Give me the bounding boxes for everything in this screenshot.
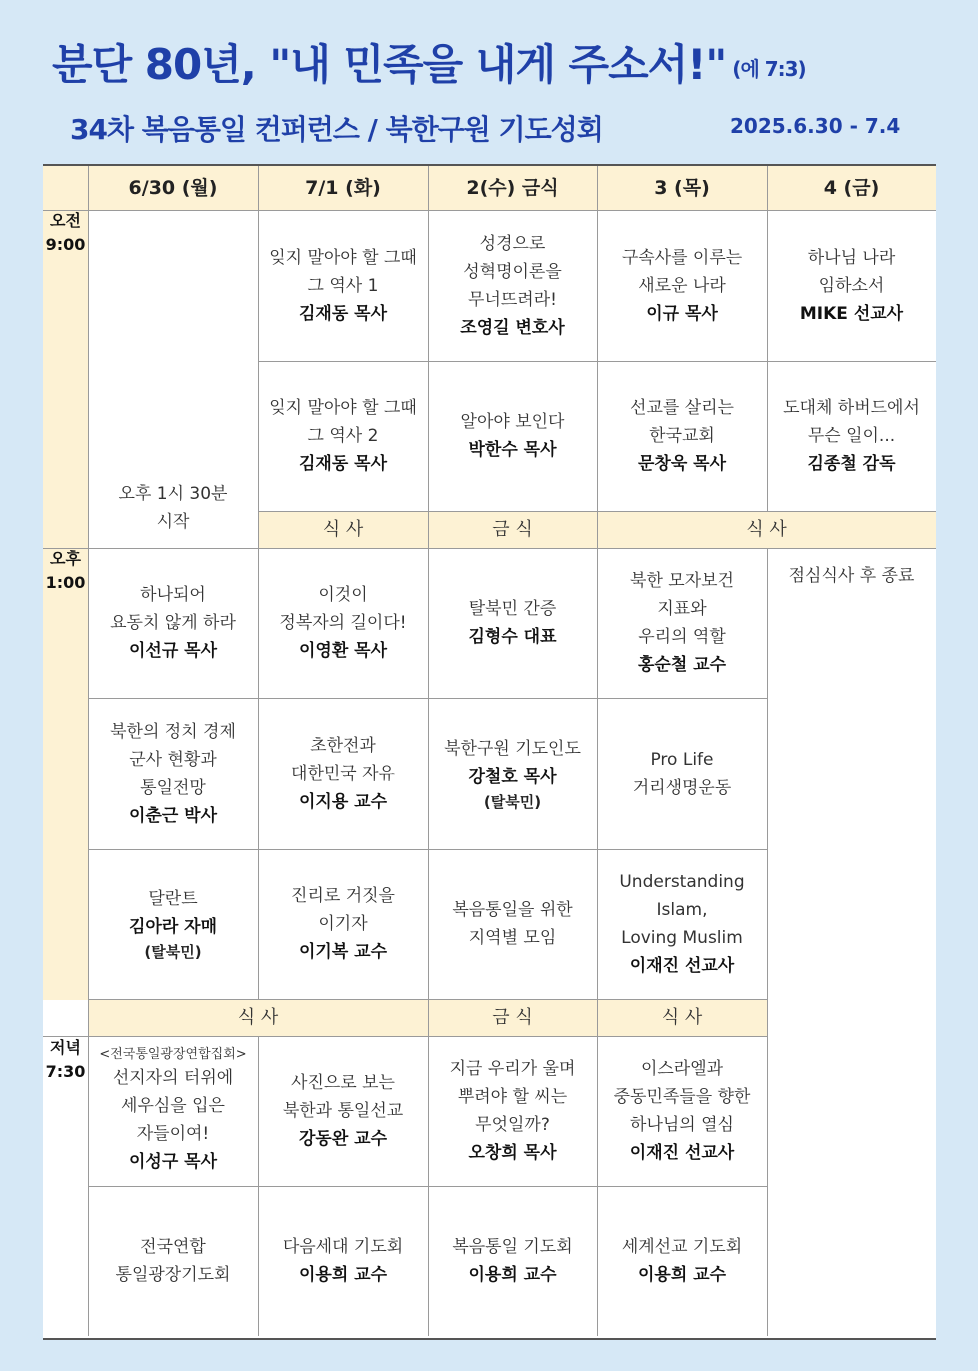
speaker: 김아라 자매: [128, 917, 218, 937]
session-title: 하나님 나라: [807, 247, 896, 268]
speaker: 이춘근 박사: [128, 805, 218, 826]
session-mon-pm3: [88, 849, 258, 999]
session-wed-pm2: [428, 698, 597, 849]
session-title: 임하소서: [818, 275, 885, 296]
time-value: 9:00: [45, 235, 86, 254]
time-afternoon: [43, 547, 88, 595]
speaker: 이지용 교수: [298, 791, 388, 812]
session-wed-am1: [428, 210, 597, 361]
speaker: 이선규 목사: [128, 641, 218, 661]
speaker: 오창희 목사: [468, 1143, 557, 1163]
session-mon-pm1: [88, 548, 258, 698]
grid-line: [43, 1036, 767, 1037]
lunch-tue: 식 사: [258, 511, 428, 548]
session-title: 한국교회: [649, 426, 715, 446]
speaker: 이용희 교수: [468, 1265, 557, 1285]
session-title: 대한민국 자유: [291, 763, 395, 784]
session-title: 새로운 나라: [638, 275, 726, 296]
session-wed-ev1: [428, 1036, 597, 1186]
header-corner: [43, 166, 88, 210]
speaker: 이용희 교수: [298, 1265, 388, 1285]
speaker: 김재동 목사: [298, 454, 388, 474]
session-title: 그 역사 2: [307, 426, 379, 446]
session-title: 이스라엘과: [640, 1059, 724, 1079]
session-title: 달란트: [148, 889, 198, 909]
session-title: 군사 현황과: [129, 749, 217, 770]
day-header-wed: 2(수) 금식: [428, 166, 597, 210]
session-title: 그 역사 1: [307, 275, 379, 296]
speaker-note: (탈북민): [144, 943, 202, 961]
session-title: 통일전망: [140, 777, 206, 798]
mon-start-note: [88, 210, 258, 548]
session-tue-pm3: [258, 849, 428, 999]
session-title: Loving Muslim: [621, 928, 743, 948]
grid-line: [88, 999, 767, 1000]
time-label: 오후: [50, 549, 81, 568]
session-title: 무엇일까?: [475, 1115, 550, 1135]
speaker: 이용희 교수: [637, 1265, 727, 1285]
session-title: 초한전과: [310, 735, 376, 756]
session-title: 북한 모자보건: [630, 571, 734, 591]
title-reference: (에 7:3): [732, 57, 806, 81]
session-title: 북한구원 기도인도: [444, 738, 581, 759]
session-title: 전국연합: [140, 1237, 206, 1257]
session-title: 사진으로 보는: [291, 1073, 395, 1093]
session-title: 다음세대 기도회: [282, 1237, 404, 1257]
session-title: 정복자의 길이다!: [279, 613, 407, 633]
session-title: 선교를 살리는: [630, 398, 734, 418]
session-title: 지표와: [657, 599, 707, 619]
session-title: 선지자의 터위에: [112, 1068, 234, 1088]
day-header-tue: 7/1 (화): [258, 166, 428, 210]
time-evening: [43, 1036, 88, 1084]
speaker: 강철호 목사: [468, 766, 557, 787]
session-wed-pm3: [428, 849, 597, 999]
session-tue-am2: [258, 361, 428, 511]
session-thu-pm3: [597, 849, 767, 999]
dinner-thu: 식 사: [597, 999, 767, 1036]
session-title: 세계선교 기도회: [621, 1237, 743, 1257]
grid-line: [43, 548, 936, 549]
grid-line: [258, 511, 936, 512]
session-title: Understanding: [619, 872, 745, 892]
session-title: 이기자: [318, 914, 368, 934]
session-organizer: <전국통일광장연합집회>: [99, 1047, 247, 1062]
grid-line: [258, 166, 259, 999]
session-thu-pm2: [597, 698, 767, 849]
session-thu-am2: [597, 361, 767, 511]
session-tue-pm1: [258, 548, 428, 698]
session-mon-ev2: [88, 1186, 258, 1336]
session-title: 성경으로: [479, 233, 546, 254]
session-title: 거리생명운동: [632, 777, 732, 798]
session-title: 잊지 말아야 할 그때: [269, 398, 417, 418]
session-title: 통일광장기도회: [115, 1265, 231, 1285]
session-title: 세우심을 입은: [121, 1096, 225, 1116]
session-title: 복음통일을 위한: [452, 900, 573, 920]
speaker: 이성구 목사: [128, 1152, 218, 1172]
end-note-text: 점심식사 후 종료: [788, 566, 915, 586]
speaker: 홍순철 교수: [637, 655, 727, 675]
session-mon-ev1: [88, 1036, 258, 1186]
grid-line: [88, 1186, 767, 1187]
lunch-thu-fri: 식 사: [597, 511, 936, 548]
speaker: 김재동 목사: [298, 303, 388, 324]
time-value: 1:00: [45, 573, 86, 592]
fasting-wed-dinner: 금 식: [428, 999, 597, 1036]
speaker: 김종철 감독: [807, 454, 896, 474]
speaker-note: (탈북민): [483, 792, 542, 811]
session-wed-pm1: [428, 548, 597, 698]
day-header-thu: 3 (목): [597, 166, 767, 210]
speaker: 이재진 선교사: [629, 1143, 735, 1163]
day-header-mon: 6/30 (월): [88, 166, 258, 210]
session-title: 이것이: [318, 585, 368, 605]
session-title: 탈북민 간증: [468, 599, 557, 619]
session-title: 북한의 정치 경제: [110, 721, 236, 742]
session-title: 구속사를 이루는: [621, 247, 743, 268]
session-title: 알아야 보인다: [460, 412, 565, 432]
session-thu-am1: [597, 210, 767, 361]
session-title: 요동치 않게 하라: [110, 613, 236, 633]
speaker: 이기복 교수: [298, 942, 388, 962]
grid-line: [258, 361, 936, 362]
speaker: MIKE 선교사: [799, 303, 904, 324]
session-title: 복음통일 기도회: [452, 1237, 573, 1257]
session-title: 도대체 하버드에서: [783, 398, 920, 418]
speaker: 이규 목사: [646, 303, 718, 324]
session-wed-ev2: [428, 1186, 597, 1336]
session-title: 북한과 통일선교: [282, 1101, 404, 1121]
session-title: Pro Life: [650, 749, 714, 770]
fri-end-note: [767, 548, 936, 1336]
session-tue-ev2: [258, 1186, 428, 1336]
dinner-mon-tue: 식 사: [88, 999, 428, 1036]
fasting-wed-lunch: 금 식: [428, 511, 597, 548]
session-mon-pm2: [88, 698, 258, 849]
page-title: [52, 32, 806, 92]
line: 시작: [156, 512, 190, 532]
session-thu-pm1: [597, 548, 767, 698]
speaker: 이재진 선교사: [629, 956, 735, 976]
session-title: 하나되어: [140, 585, 206, 605]
grid-line: [88, 698, 767, 699]
speaker: 강동완 교수: [298, 1129, 388, 1149]
session-title: 자들이여!: [136, 1124, 210, 1144]
session-title: 무너뜨려라!: [468, 289, 557, 310]
session-wed-am2: [428, 361, 597, 511]
speaker: 문창욱 목사: [637, 454, 727, 474]
session-thu-ev2: [597, 1186, 767, 1336]
session-title: 우리의 역할: [638, 627, 726, 647]
grid-line: [428, 166, 429, 1336]
session-title: 무슨 일이...: [807, 426, 896, 446]
session-title: 뿌려야 할 씨는: [457, 1087, 568, 1107]
grid-line: [88, 849, 767, 850]
session-fri-am1: [767, 210, 936, 361]
session-tue-ev1: [258, 1036, 428, 1186]
session-title: 하나님의 열심: [630, 1115, 734, 1135]
session-thu-ev1: [597, 1036, 767, 1186]
speaker: 박한수 목사: [468, 440, 557, 460]
time-morning: [43, 209, 88, 257]
speaker: 김형수 대표: [468, 627, 557, 647]
time-label: 저녁: [50, 1038, 81, 1057]
grid-line: [88, 166, 89, 1336]
day-header-fri: 4 (금): [767, 166, 936, 210]
speaker: 조영길 변호사: [460, 317, 565, 338]
time-value: 7:30: [45, 1062, 86, 1081]
title-text: 분단 80년, "내 민족을 내게 주소서!": [52, 40, 727, 89]
session-title: 지금 우리가 울며: [449, 1059, 576, 1079]
speaker: 이영환 목사: [298, 641, 388, 661]
session-title: 잊지 말아야 할 그때: [269, 247, 417, 268]
session-tue-am1: [258, 210, 428, 361]
page-subtitle: 34차 복음통일 컨퍼런스 / 북한구원 기도성회: [70, 113, 603, 146]
schedule-table: [43, 164, 936, 1340]
session-title: 중동민족들을 향한: [613, 1087, 751, 1107]
grid-line: [597, 166, 598, 1336]
line: 오후 1시 30분: [118, 484, 228, 504]
session-title: Islam,: [656, 900, 708, 920]
session-title: 성혁명이론을: [463, 261, 562, 282]
session-fri-am2: [767, 361, 936, 511]
session-title: 지역별 모임: [468, 928, 557, 948]
grid-line: [43, 210, 936, 211]
event-dates: 2025.6.30 - 7.4: [730, 114, 901, 138]
grid-line: [767, 548, 768, 1336]
grid-line: [767, 166, 768, 511]
session-title: 진리로 거짓을: [291, 886, 395, 906]
session-tue-pm2: [258, 698, 428, 849]
time-label: 오전: [50, 211, 81, 230]
